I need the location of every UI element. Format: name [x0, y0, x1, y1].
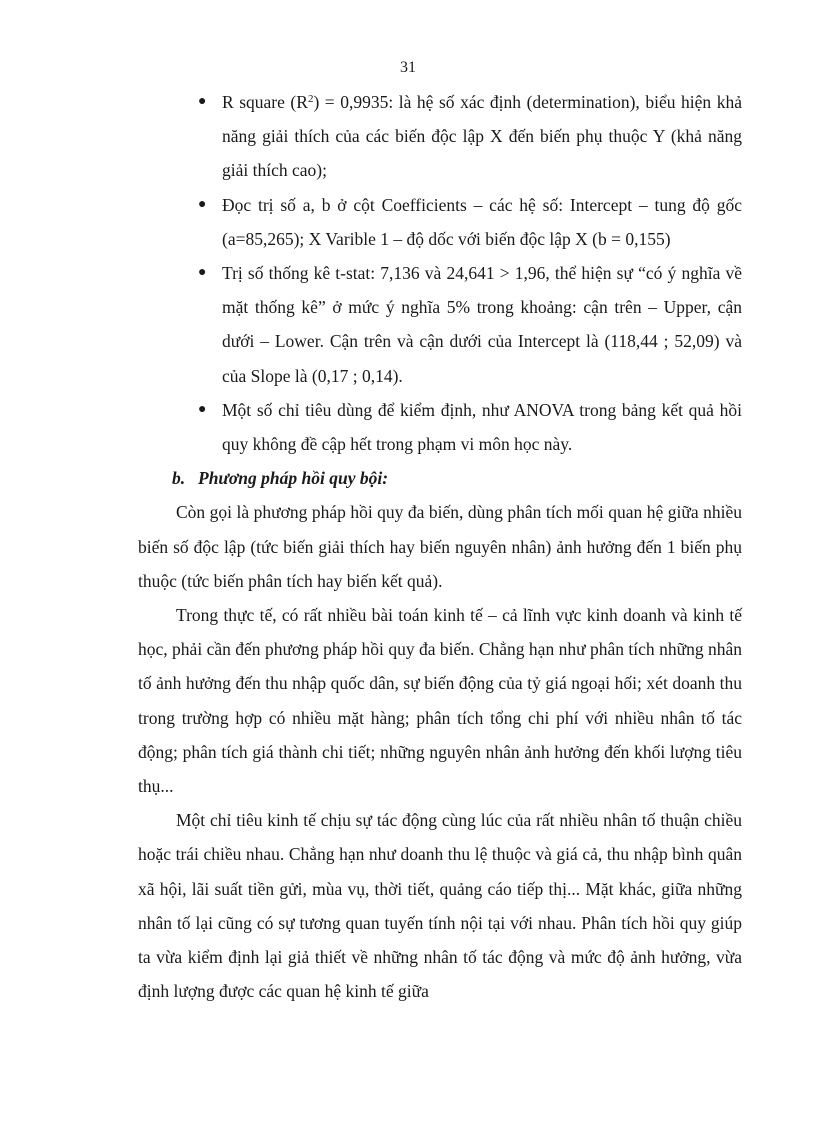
list-item-text: R square $(R^2) = 0,9935$: là hệ số xác định (determination), biểu hiện khả năng giải thích của các biến độc lập X đến biến phụ thuộc Y (khả năng giải thích cao); — [222, 92, 742, 181]
body-paragraph: Một chỉ tiêu kinh tế chịu sự tác động cùng lúc của rất nhiều nhân tố thuận chiều hoặc trái chiều nhau. Chẳng hạn như doanh thu lệ thuộc và giá cả, thu nhập bình quân xã hội, lãi suất tiền gửi, mùa vụ, thời tiết, quảng cáo tiếp thị... Mặt khác, giữa những nhân tố lại cũng có sự tương quan tuyến tính nội tại với nhau. Phân tích hồi quy giúp ta vừa kiểm định lại giả thiết về những nhân tố tác động và mức độ ảnh hưởng, vừa định lượng được các quan hệ kinh tế giữa — [138, 810, 742, 1002]
page-number: 31 — [400, 59, 416, 76]
list-item — [138, 85, 742, 188]
bullet-icon: ● — [198, 265, 207, 281]
list-item-text: Đọc trị số a, b ở cột Coefficients – các hệ số: Intercept – tung độ gốc (a=85,265); X Varible 1 – độ dốc với biến độc lập X (b = 0,155) — [222, 194, 742, 249]
bullet-icon: ● — [198, 94, 207, 109]
list-item — [138, 256, 742, 393]
section-heading — [138, 461, 742, 495]
page-content — [138, 85, 742, 1008]
bullet-icon: ● — [198, 196, 207, 212]
body-paragraph: Trong thực tế, có rất nhiều bài toán kinh tế – cả lĩnh vực kinh doanh và kinh tế học, phải cần đến phương pháp hồi quy đa biến. Chẳng hạn như phân tích những nhân tố ảnh hưởng đến thu nhập quốc dân, sự biến động của tỷ giá ngoại hối; xét doanh thu trong trường hợp có nhiều mặt hàng; phân tích tổng chi phí với nhiều nhân tố tác động; phân tích giá thành chi tiết; những nguyên nhân ảnh hưởng đến khối lượng tiêu thụ... — [138, 605, 742, 797]
superscript: 2 — [307, 93, 314, 105]
body-paragraph: Còn gọi là phương pháp hồi quy đa biến, dùng phân tích mối quan hệ giữa nhiều biến số độc lập (tức biến giải thích hay biến nguyên nhân) ảnh hưởng đến 1 biến phụ thuộc (tức biến phân tích hay biến kết quả). — [138, 502, 742, 591]
bullet-icon: ● — [198, 401, 207, 417]
list-item-text: Một số chỉ tiêu dùng để kiểm định, như ANOVA trong bảng kết quả hồi quy không đề cập hết trong phạm vi môn học này. — [222, 399, 742, 455]
bullet-list — [138, 85, 742, 461]
list-item-text: Trị số thống kê t-stat: 7,136 và 24,641 > 1,96, thể hiện sự “có ý nghĩa về mặt thống kê” ở mức ý nghĩa 5% trong khoảng: cận trên – Upper, cận dưới – Lower. Cận trên và cận dưới của Intercept là (118,44 ; 52,09) và của Slope là (0,17 ; 0,14). — [222, 263, 742, 386]
list-item — [138, 393, 742, 461]
section-marker: b. — [172, 468, 186, 489]
section-title: Phương pháp hồi quy bội: — [198, 468, 389, 489]
list-item — [138, 188, 742, 256]
